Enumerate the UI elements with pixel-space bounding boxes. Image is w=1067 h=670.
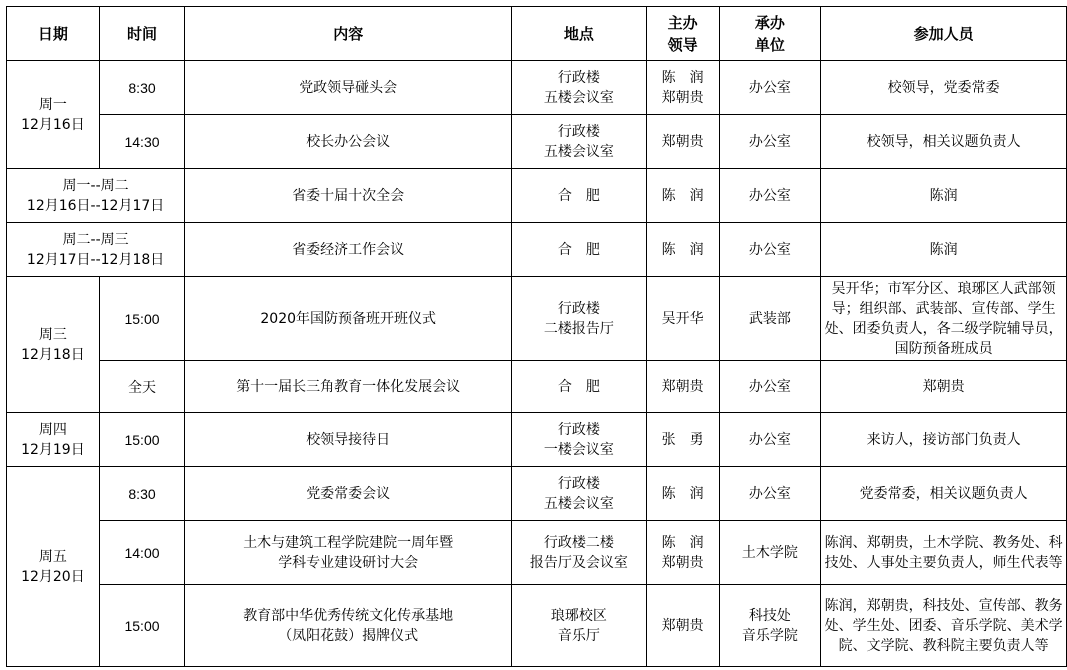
date-cell: 周五 12月20日 xyxy=(7,467,100,667)
time-cell: 8:30 xyxy=(99,467,184,521)
header-location: 地点 xyxy=(512,7,646,61)
content-cell: 教育部中华优秀传统文化传承基地 （凤阳花鼓）揭牌仪式 xyxy=(185,585,512,667)
location-cell: 琅琊校区 音乐厅 xyxy=(512,585,646,667)
content-cell: 校领导接待日 xyxy=(185,413,512,467)
time-cell: 15:00 xyxy=(99,413,184,467)
participants-cell: 陈润、郑朝贵，土木学院、教务处、科技处、人事处主要负责人，师生代表等 xyxy=(821,521,1067,585)
leader-cell: 陈 润 xyxy=(646,223,719,277)
time-cell: 全天 xyxy=(99,361,184,413)
unit-cell: 科技处 音乐学院 xyxy=(719,585,821,667)
header-date: 日期 xyxy=(7,7,100,61)
content-cell: 党政领导碰头会 xyxy=(185,61,512,115)
content-cell: 2020年国防预备班开班仪式 xyxy=(185,277,512,361)
schedule-table xyxy=(6,6,1067,667)
location-cell: 行政楼 二楼报告厅 xyxy=(512,277,646,361)
content-cell: 校长办公会议 xyxy=(185,115,512,169)
content-cell: 省委十届十次全会 xyxy=(185,169,512,223)
table-row xyxy=(7,361,1067,413)
time-cell: 15:00 xyxy=(99,277,184,361)
unit-cell: 武装部 xyxy=(719,277,821,361)
header-content: 内容 xyxy=(185,7,512,61)
content-cell: 党委常委会议 xyxy=(185,467,512,521)
table-row xyxy=(7,61,1067,115)
participants-cell: 陈润，郑朝贵，科技处、宣传部、教务处、学生处、团委、音乐学院、美术学院、文学院、教科院主要负责人等 xyxy=(821,585,1067,667)
unit-cell: 办公室 xyxy=(719,115,821,169)
content-cell: 省委经济工作会议 xyxy=(185,223,512,277)
leader-cell: 郑朝贵 xyxy=(646,585,719,667)
content-cell: 土木与建筑工程学院建院一周年暨 学科专业建设研讨大会 xyxy=(185,521,512,585)
leader-cell: 张 勇 xyxy=(646,413,719,467)
participants-cell: 校领导，相关议题负责人 xyxy=(821,115,1067,169)
participants-cell: 陈润 xyxy=(821,223,1067,277)
unit-cell: 办公室 xyxy=(719,61,821,115)
participants-cell: 吴开华；市军分区、琅琊区人武部领导；组织部、武装部、宣传部、学生处、团委负责人，各二级学院辅导员，国防预备班成员 xyxy=(821,277,1067,361)
table-row xyxy=(7,223,1067,277)
header-unit: 承办 单位 xyxy=(719,7,821,61)
header-participants: 参加人员 xyxy=(821,7,1067,61)
date-cell: 周二--周三 12月17日--12月18日 xyxy=(7,223,185,277)
location-cell: 行政楼 五楼会议室 xyxy=(512,467,646,521)
time-cell: 14:00 xyxy=(99,521,184,585)
participants-cell: 校领导，党委常委 xyxy=(821,61,1067,115)
unit-cell: 土木学院 xyxy=(719,521,821,585)
leader-cell: 陈 润 xyxy=(646,169,719,223)
leader-cell: 陈 润 xyxy=(646,467,719,521)
leader-cell: 郑朝贵 xyxy=(646,361,719,413)
table-row xyxy=(7,467,1067,521)
table-row xyxy=(7,115,1067,169)
unit-cell: 办公室 xyxy=(719,413,821,467)
location-cell: 行政楼 五楼会议室 xyxy=(512,61,646,115)
participants-cell: 来访人，接访部门负责人 xyxy=(821,413,1067,467)
content-cell: 第十一届长三角教育一体化发展会议 xyxy=(185,361,512,413)
leader-cell: 陈 润 郑朝贵 xyxy=(646,521,719,585)
date-cell: 周一--周二 12月16日--12月17日 xyxy=(7,169,185,223)
participants-cell: 党委常委，相关议题负责人 xyxy=(821,467,1067,521)
date-cell: 周三 12月18日 xyxy=(7,277,100,413)
header-row xyxy=(7,7,1067,61)
date-cell: 周一 12月16日 xyxy=(7,61,100,169)
location-cell: 合 肥 xyxy=(512,361,646,413)
time-cell: 15:00 xyxy=(99,585,184,667)
table-row xyxy=(7,169,1067,223)
location-cell: 行政楼 五楼会议室 xyxy=(512,115,646,169)
leader-cell: 郑朝贵 xyxy=(646,115,719,169)
table-row xyxy=(7,413,1067,467)
date-cell: 周四 12月19日 xyxy=(7,413,100,467)
time-cell: 8:30 xyxy=(99,61,184,115)
header-leader: 主办 领导 xyxy=(646,7,719,61)
time-cell: 14:30 xyxy=(99,115,184,169)
location-cell: 行政楼二楼 报告厅及会议室 xyxy=(512,521,646,585)
location-cell: 合 肥 xyxy=(512,169,646,223)
participants-cell: 陈润 xyxy=(821,169,1067,223)
unit-cell: 办公室 xyxy=(719,361,821,413)
unit-cell: 办公室 xyxy=(719,169,821,223)
location-cell: 合 肥 xyxy=(512,223,646,277)
leader-cell: 陈 润 郑朝贵 xyxy=(646,61,719,115)
unit-cell: 办公室 xyxy=(719,223,821,277)
participants-cell: 郑朝贵 xyxy=(821,361,1067,413)
leader-cell: 吴开华 xyxy=(646,277,719,361)
table-row xyxy=(7,521,1067,585)
unit-cell: 办公室 xyxy=(719,467,821,521)
header-time: 时间 xyxy=(99,7,184,61)
table-row xyxy=(7,277,1067,361)
location-cell: 行政楼 一楼会议室 xyxy=(512,413,646,467)
table-row xyxy=(7,585,1067,667)
